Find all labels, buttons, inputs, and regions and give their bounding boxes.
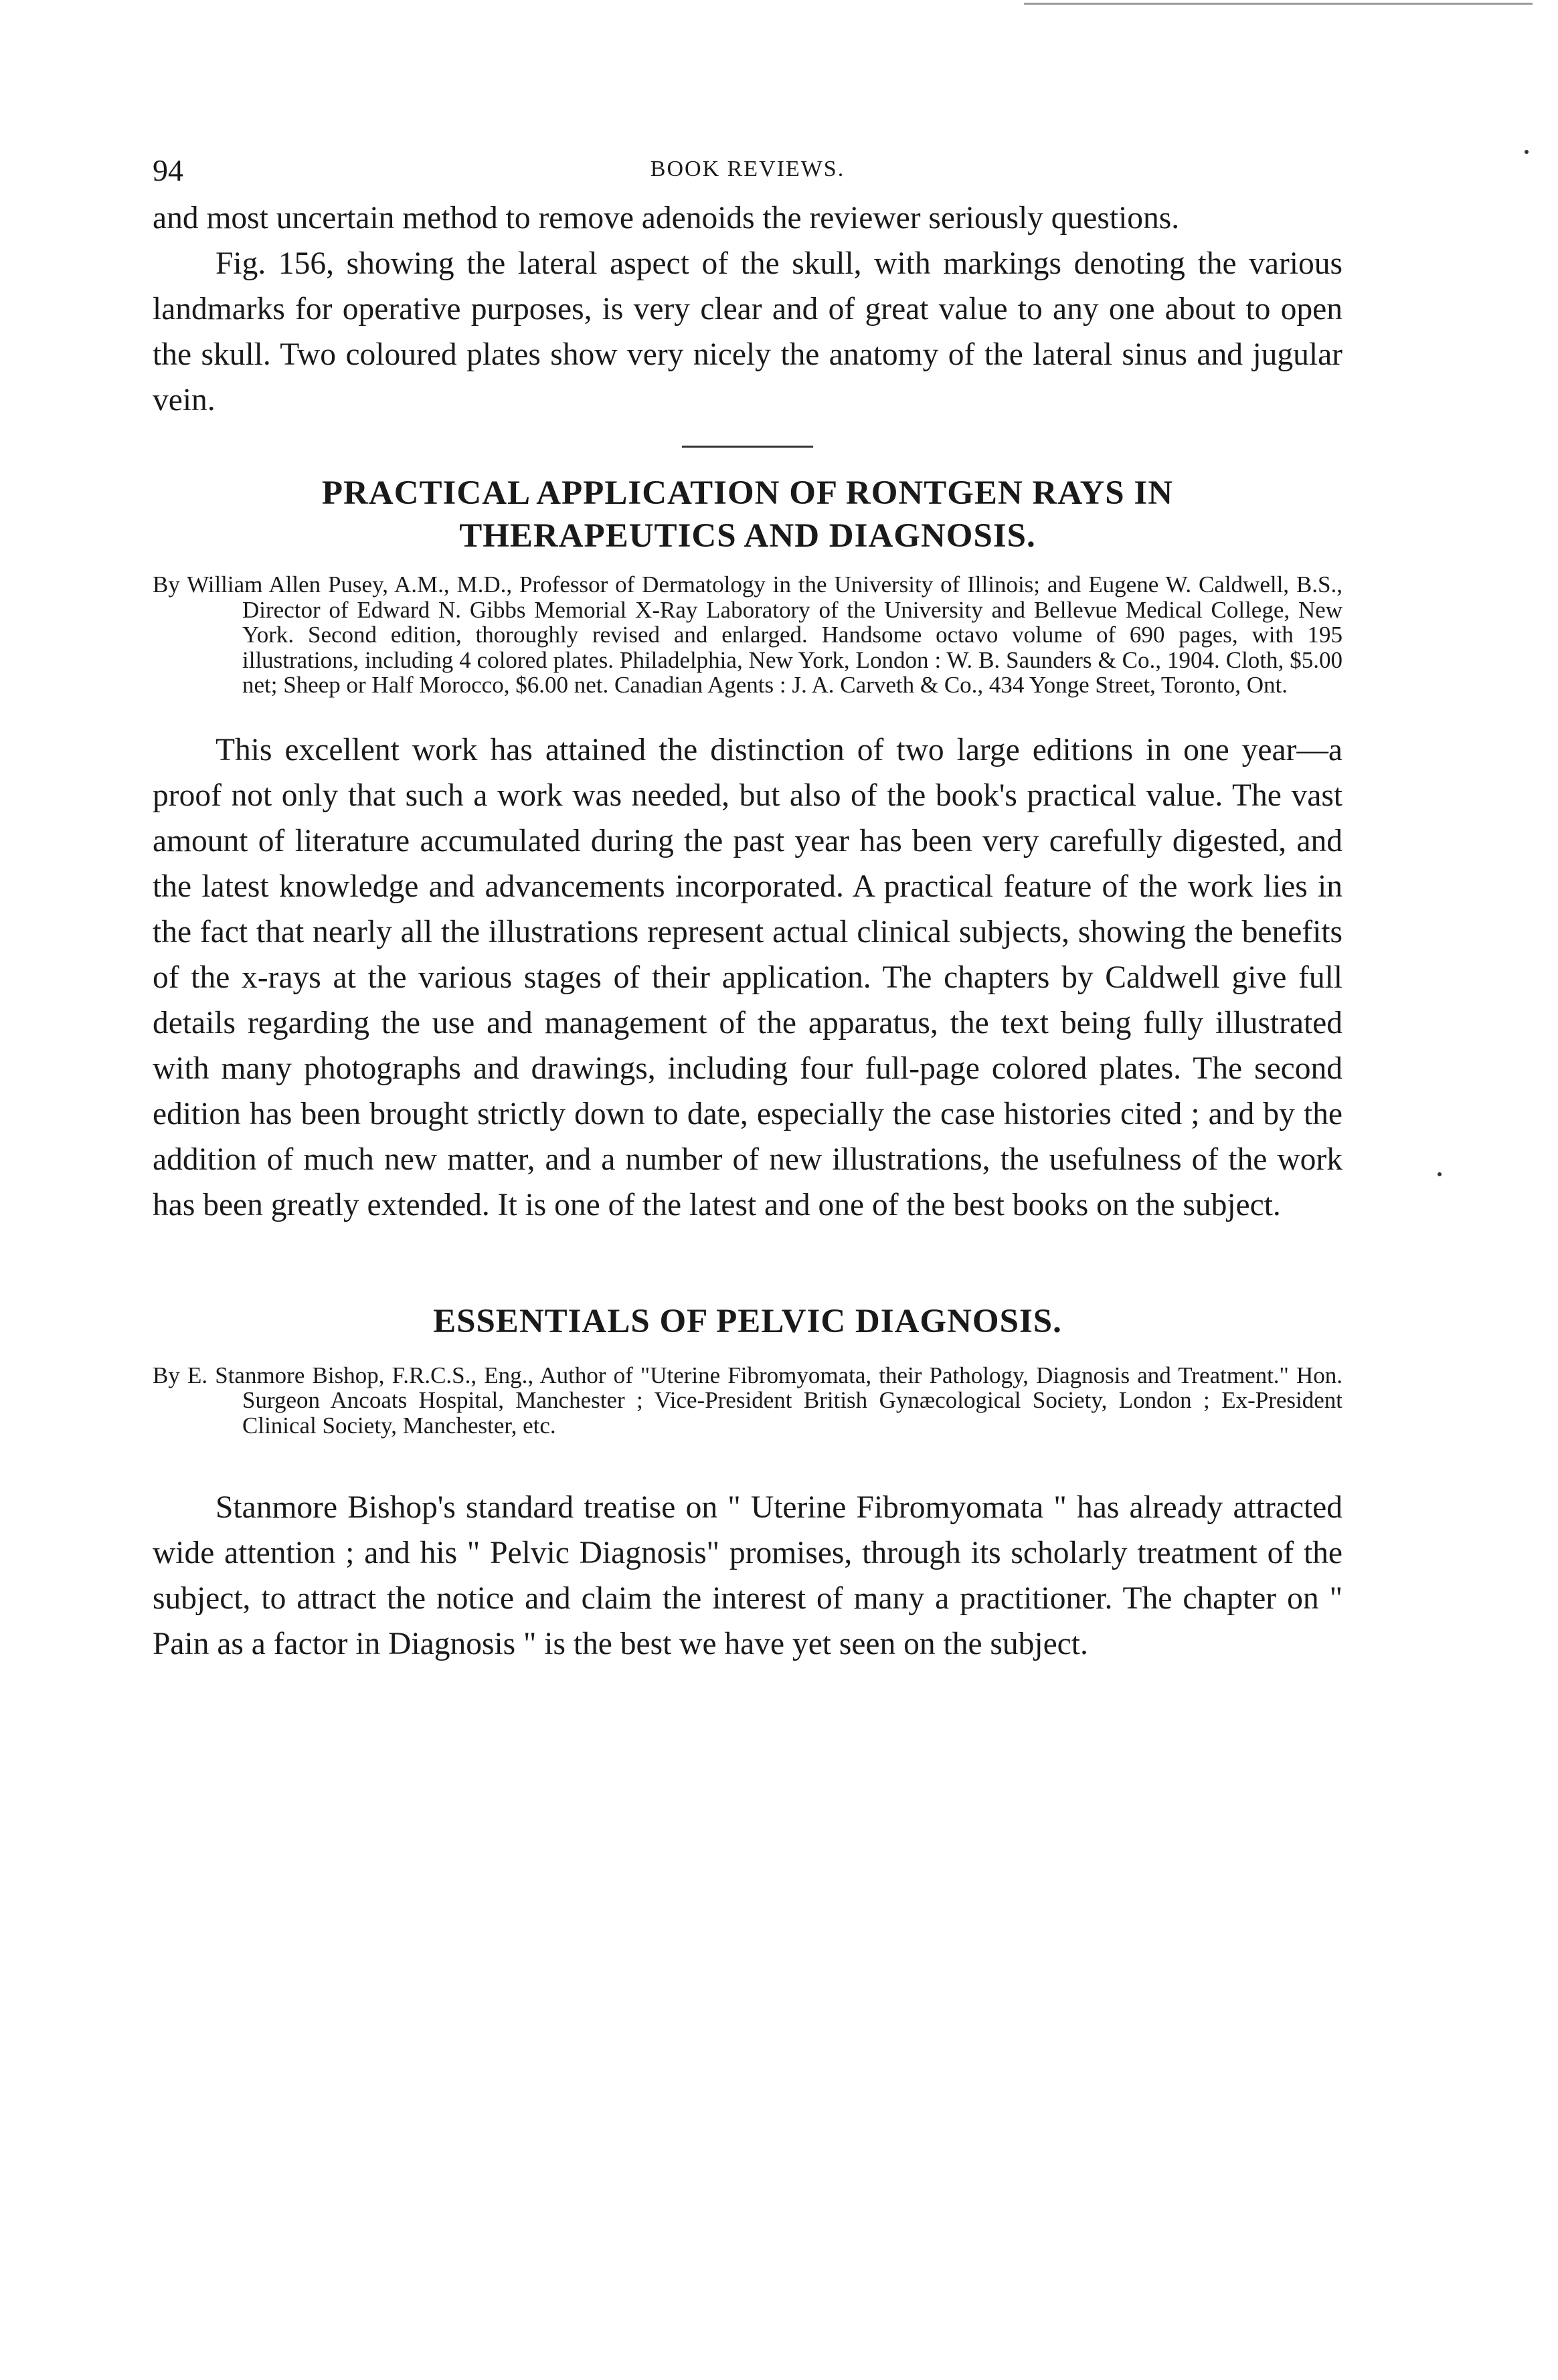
- book-citation: By William Allen Pusey, A.M., M.D., Professor of Dermatology in the University of Illinois; and Eugene W. Caldwell, B.S., Director of Edward N. Gibbs Memorial X-Ray Laboratory of the University and Bellevue Medical College, New York. Second edition, thoroughly revised and enlarged. Handsome octavo volume of 690 pages, with 195 illustrations, including 4 colored plates. Philadelphia, New York, London : W. B. Saunders & Co., 1904. Cloth, $5.00 net; Sheep or Half Morocco, $6.00 net. Canadian Agents : J. A. Carveth & Co., 434 Yonge Street, Toronto, Ont.: [153, 571, 1343, 698]
- top-edge-rule: [1024, 3, 1533, 5]
- section-divider: [682, 446, 813, 448]
- running-title: BOOK REVIEWS.: [650, 157, 845, 181]
- body-paragraph: Fig. 156, showing the lateral aspect of the skull, with markings denoting the various landmarks for operative purposes, is very clear and of great value to any one about to open the skull. Two coloured plates show very nicely the anatomy of the lateral sinus and jugular vein.: [153, 246, 1343, 418]
- margin-mark: [1525, 150, 1529, 154]
- review-title-line: THERAPEUTICS AND DIAGNOSIS.: [459, 517, 1036, 555]
- book-page: [153, 153, 1343, 1667]
- review-title-line: PRACTICAL APPLICATION OF RONTGEN RAYS IN: [321, 474, 1174, 512]
- continued-review: [153, 195, 1343, 423]
- book-citation: By E. Stanmore Bishop, F.R.C.S., Eng., Author of "Uterine Fibromyomata, their Pathology, Diagnosis and Treatment." Hon. Surgeon Ancoats Hospital, Manchester ; Vice-President British Gynæcological Society, London ; Ex-President Clinical Society, Manchester, etc.: [153, 1362, 1343, 1439]
- review-title: [153, 472, 1343, 557]
- review-body: Stanmore Bishop's standard treatise on " Uterine Fibromyomata " has already attracted wide attention ; and his " Pelvic Diagnosis" promises, through its scholarly treatment of the subject, to attract the notice and claim the interest of many a practitioner. The chapter on " Pain as a factor in Diagnosis " is the best we have yet seen on the subject.: [153, 1490, 1343, 1661]
- review-pelvic-diagnosis: [153, 1300, 1343, 1667]
- review-body: This excellent work has attained the distinction of two large editions in one year—a proof not only that such a work was needed, but also of the book's practical value. The vast amount of literature accumulated during the past year has been very carefully digested, and the latest knowledge and advancements incorporated. A practical feature of the work lies in the fact that nearly all the illustrations represent actual clinical subjects, showing the benefits of the x-rays at the various stages of their application. The chapters by Caldwell give full details regarding the use and management of the apparatus, the text being fully illustrated with many photographs and drawings, including four full-page colored plates. The second edition has been brought strictly down to date, especially the case histories cited ; and by the addition of much new matter, and a number of new illustrations, the usefulness of the work has been greatly extended. It is one of the latest and one of the best books on the subject.: [153, 732, 1343, 1222]
- body-paragraph: and most uncertain method to remove adenoids the reviewer seriously questions.: [153, 201, 1180, 236]
- page-number: 94: [153, 153, 183, 187]
- running-head: [153, 153, 1343, 195]
- review-rontgen-rays: [153, 472, 1343, 1228]
- review-title: ESSENTIALS OF PELVIC DIAGNOSIS.: [433, 1302, 1062, 1340]
- margin-mark: [1438, 1172, 1442, 1176]
